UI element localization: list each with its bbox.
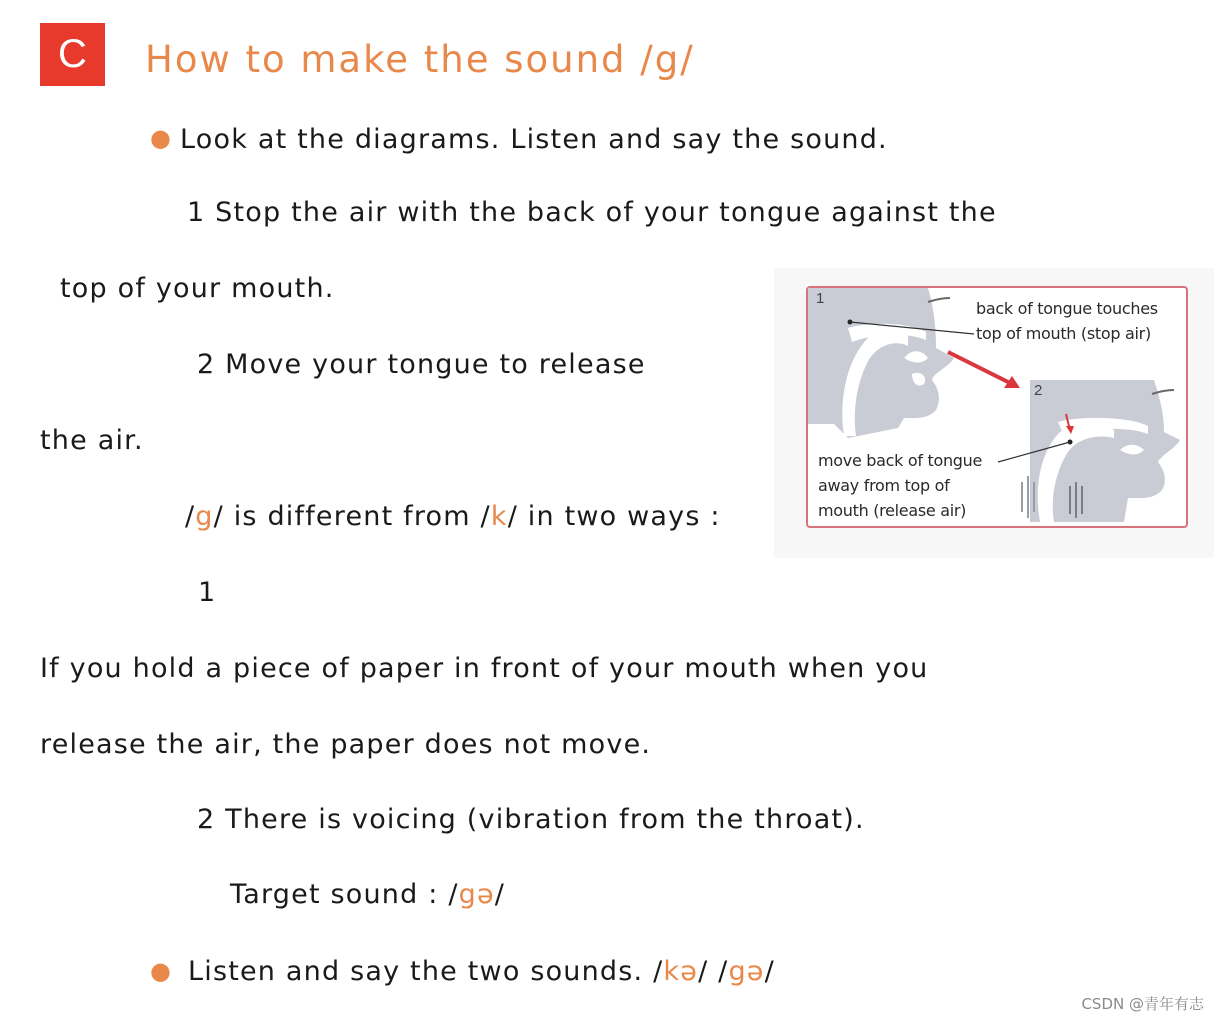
step-2-text-cont: the air. xyxy=(40,425,144,456)
bullet-icon: ● xyxy=(150,957,171,985)
point-1-number: 1 xyxy=(198,577,217,608)
instruction-look-listen: Look at the diagrams. Listen and say the sound. xyxy=(180,124,888,155)
section-letter-badge: C xyxy=(40,23,105,86)
step-2-text: 2 Move your tongue to release xyxy=(197,349,646,380)
head-profile-1 xyxy=(808,288,954,438)
mouth-diagram xyxy=(806,286,1188,528)
point-1-text: If you hold a piece of paper in front of your mouth when you xyxy=(40,653,929,684)
transition-arrow xyxy=(948,352,1012,384)
difference-line: /g/ is different from /k/ in two ways : xyxy=(185,501,721,532)
watermark: CSDN @青年有志 xyxy=(1081,995,1204,1013)
mouth-diagram-panel xyxy=(774,268,1214,558)
instruction-two-sounds: Listen and say the two sounds. /kə/ /gə/ xyxy=(188,956,775,987)
point-2-text: 2 There is voicing (vibration from the throat). xyxy=(197,804,865,835)
step-1-text-cont: top of your mouth. xyxy=(60,273,335,304)
diagram-label-stop: back of tongue touches top of mouth (stop air) xyxy=(976,299,1158,343)
bullet-icon: ● xyxy=(150,124,171,152)
diagram-step-2-number: 2 xyxy=(1034,382,1043,399)
step-1-text: 1 Stop the air with the back of your tongue against the xyxy=(187,197,997,228)
phoneme-g: g xyxy=(195,501,214,532)
sound-ke: kə xyxy=(663,956,699,987)
phoneme-k: k xyxy=(490,501,508,532)
target-sound-line: Target sound : /gə/ xyxy=(230,879,506,910)
target-sound-value: gə xyxy=(458,879,495,910)
diagram-label-release: move back of tongue away from top of mouth (release air) xyxy=(818,451,983,520)
diagram-step-1-number: 1 xyxy=(816,290,825,307)
nose-mark-1 xyxy=(928,298,950,302)
point-1-text-cont: release the air, the paper does not move. xyxy=(40,729,652,760)
sound-ge: gə xyxy=(728,956,765,987)
section-title: How to make the sound /g/ xyxy=(145,38,695,81)
